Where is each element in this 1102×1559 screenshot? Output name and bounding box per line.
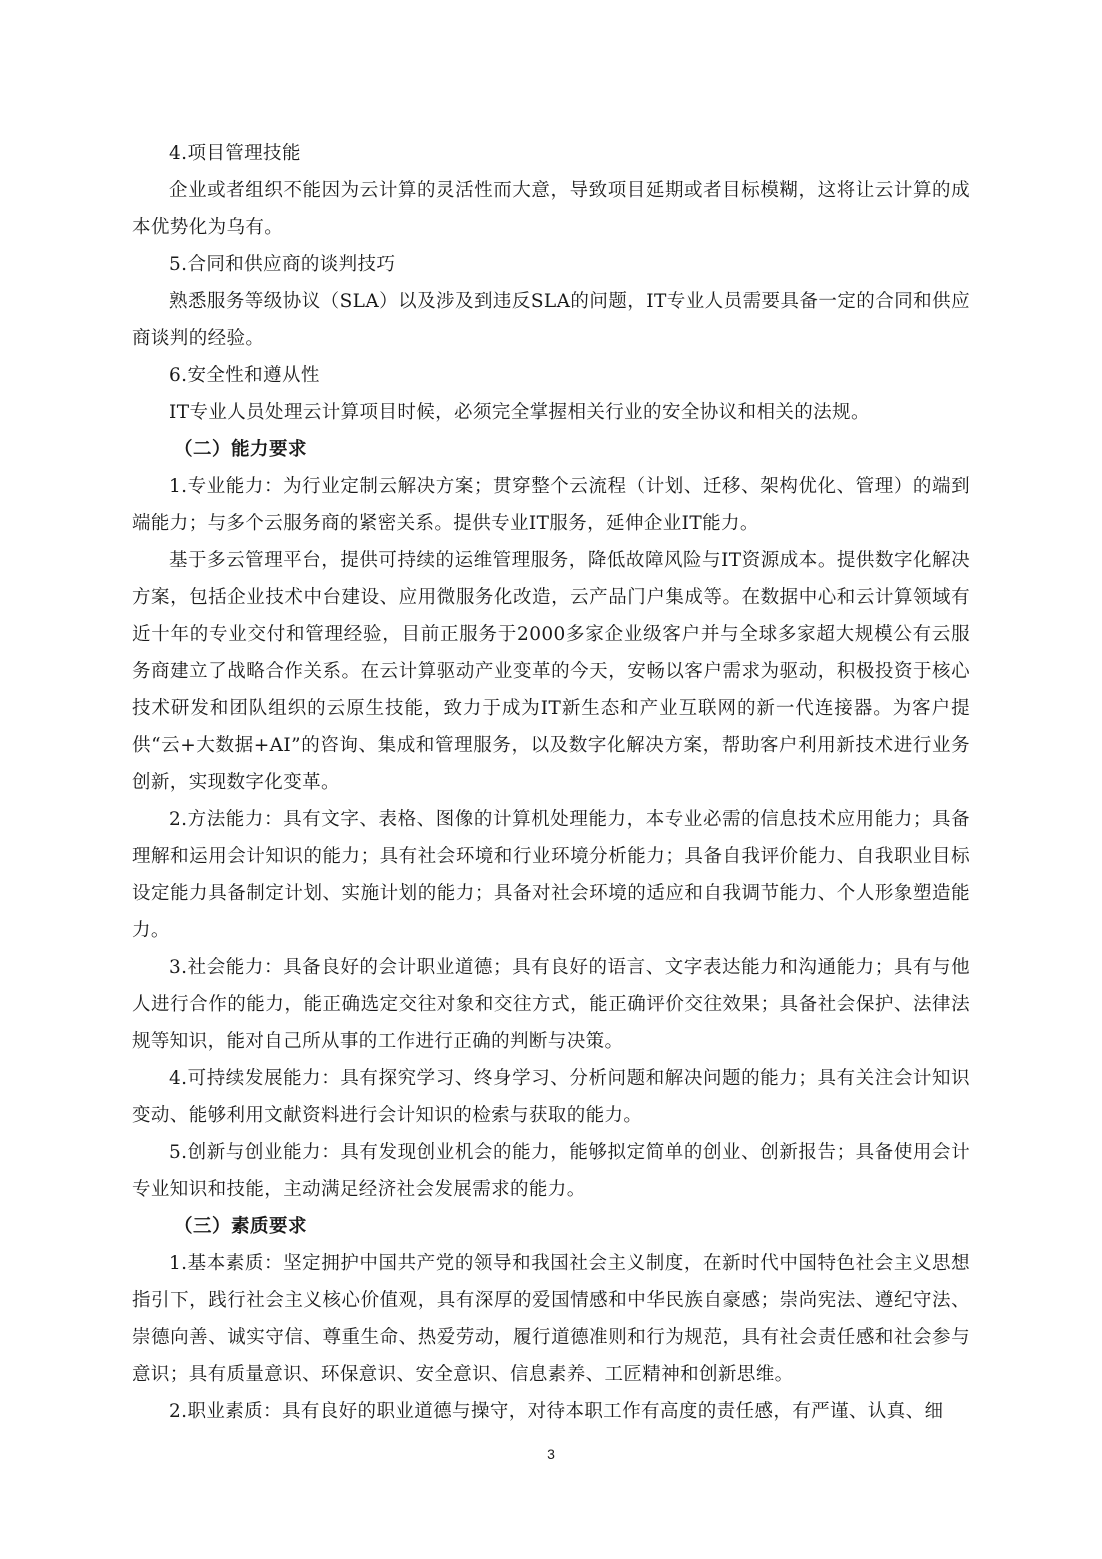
paragraph: IT专业人员处理云计算项目时候，必须完全掌握相关行业的安全协议和相关的法规。 bbox=[169, 402, 870, 423]
paragraph: 3.社会能力：具备良好的会计职业道德；具有良好的语言、文字表达能力和沟通能力；具有与他人进行合作的能力，能正确选定交往对象和交往方式，能正确评价交往效果；具备社会保护、法律法规等知识，能对自己所从事的工作进行正确的判断与决策。 bbox=[132, 957, 970, 1052]
paragraph: 5.创新与创业能力：具有发现创业机会的能力，能够拟定简单的创业、创新报告；具备使用会计专业知识和技能，主动满足经济社会发展需求的能力。 bbox=[132, 1142, 970, 1200]
paragraph: 4.项目管理技能 bbox=[169, 143, 301, 164]
paragraph: 熟悉服务等级协议（SLA）以及涉及到违反SLA的问题，IT专业人员需要具备一定的合同和供应商谈判的经验。 bbox=[132, 291, 970, 349]
paragraph: 1.基本素质：坚定拥护中国共产党的领导和我国社会主义制度，在新时代中国特色社会主义思想指引下，践行社会主义核心价值观，具有深厚的爱国情感和中华民族自豪感；崇尚宪法、遵纪守法、崇德向善、诚实守信、尊重生命、热爱劳动，履行道德准则和行为规范，具有社会责任感和社会参与意识；具有质量意识、环保意识、安全意识、信息素养、工匠精神和创新思维。 bbox=[132, 1253, 970, 1385]
document-body bbox=[132, 135, 970, 1430]
paragraph: 6.安全性和遵从性 bbox=[169, 365, 320, 386]
paragraph: 5.合同和供应商的谈判技巧 bbox=[169, 254, 396, 275]
paragraph: 4.可持续发展能力：具有探究学习、终身学习、分析问题和解决问题的能力；具有关注会计知识变动、能够利用文献资料进行会计知识的检索与获取的能力。 bbox=[132, 1068, 970, 1126]
section-heading: （二）能力要求 bbox=[174, 439, 308, 460]
paragraph: 2.职业素质：具有良好的职业道德与操守，对待本职工作有高度的责任感，有严谨、认真、细 bbox=[169, 1401, 944, 1422]
section-heading: （三）素质要求 bbox=[174, 1216, 308, 1237]
paragraph: 企业或者组织不能因为云计算的灵活性而大意，导致项目延期或者目标模糊，这将让云计算的成本优势化为乌有。 bbox=[132, 180, 970, 238]
page-number: 3 bbox=[547, 1446, 555, 1462]
paragraph: 基于多云管理平台，提供可持续的运维管理服务，降低故障风险与IT资源成本。提供数字化解决方案，包括企业技术中台建设、应用微服务化改造，云产品门户集成等。在数据中心和云计算领域有近十年的专业交付和管理经验，目前正服务于2000多家企业级客户并与全球多家超大规模公有云服务商建立了战略合作关系。在云计算驱动产业变革的今天，安畅以客户需求为驱动，积极投资于核心技术研发和团队组织的云原生技能，致力于成为IT新生态和产业互联网的新一代连接器。为客户提供“云+大数据+AI”的咨询、集成和管理服务，以及数字化解决方案，帮助客户利用新技术进行业务创新，实现数字化变革。 bbox=[132, 550, 970, 793]
paragraph: 1.专业能力：为行业定制云解决方案；贯穿整个云流程（计划、迁移、架构优化、管理）的端到端能力；与多个云服务商的紧密关系。提供专业IT服务，延伸企业IT能力。 bbox=[132, 476, 970, 534]
paragraph: 2.方法能力：具有文字、表格、图像的计算机处理能力，本专业必需的信息技术应用能力；具备理解和运用会计知识的能力；具有社会环境和行业环境分析能力；具备自我评价能力、自我职业目标设定能力具备制定计划、实施计划的能力；具备对社会环境的适应和自我调节能力、个人形象塑造能力。 bbox=[132, 809, 970, 941]
